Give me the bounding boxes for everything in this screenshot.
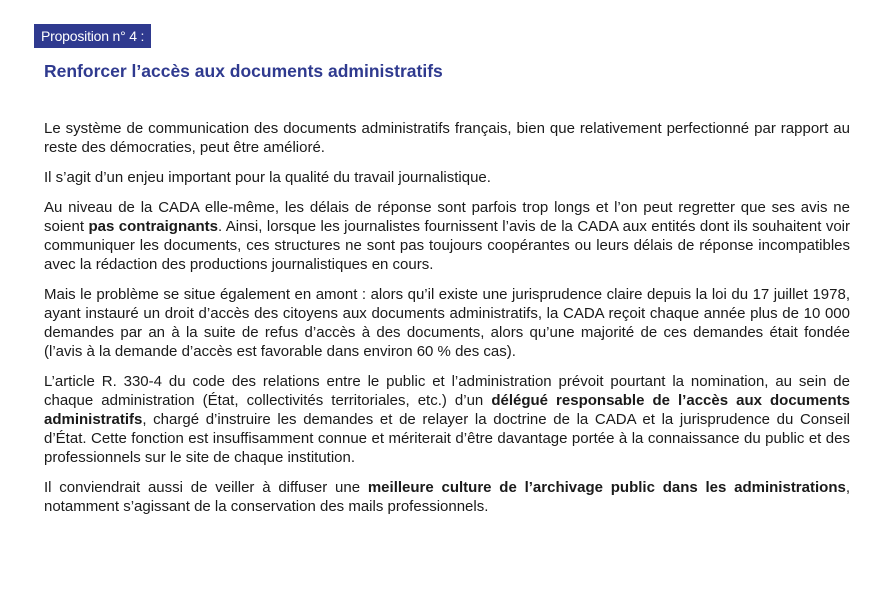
proposition-label: Proposition n° 4 :: [34, 24, 151, 48]
paragraph-3-emphasis: pas contraignants: [88, 218, 218, 235]
paragraph-6-text-a: Il conviendrait aussi de veiller à diffuser une: [44, 479, 368, 496]
paragraph-5-text-b: , chargé d’instruire les demandes et de relayer la doctrine de la CADA et la jurisprudence du Conseil d’État. Cette fonction est insuffisamment connue et mériterait d’être davantage portée à la connaissance du public et des professionnels sur le site de chaque institution.: [44, 411, 850, 466]
paragraph-6-text-b: , notamment s’agissant de la conservation des mails professionnels.: [44, 479, 850, 515]
paragraph-5: [44, 372, 850, 467]
paragraph-6-emphasis: meilleure culture de l’archivage public dans les administrations: [367, 479, 846, 496]
paragraph-3: [44, 198, 850, 274]
proposition-title: Renforcer l’accès aux documents administratifs: [44, 61, 443, 81]
paragraph-3-text-b: . Ainsi, lorsque les journalistes fournissent l’avis de la CADA aux entités dont ils souhaitent voir communiquer les documents, ces structures ne sont pas toujours coopérantes ou leurs délais de réponse incompatibles avec la rédaction des productions journalistiques en cours.: [44, 218, 850, 273]
paragraph-5-emphasis: délégué responsable de l’accès aux documents administratifs: [44, 392, 851, 428]
paragraph-6: [44, 478, 850, 516]
paragraph-3-text-a: Au niveau de la CADA elle-même, les délais de réponse sont parfois trop longs et l’on peut regretter que ses avis ne soient: [44, 199, 850, 235]
paragraph-2: Il s’agit d’un enjeu important pour la qualité du travail journalistique.: [44, 169, 491, 186]
paragraph-1: Le système de communication des documents administratifs français, bien que relativement perfectionné par rapport au reste des démocraties, peut être amélioré.: [44, 120, 850, 156]
paragraph-5-text-a: L’article R. 330-4 du code des relations entre le public et l’administration prévoit pourtant la nomination, au sein de chaque administration (État, collectivités territoriales, etc.) d’un: [44, 373, 850, 409]
body-text: [44, 119, 850, 527]
paragraph-4: Mais le problème se situe également en amont : alors qu’il existe une jurisprudence claire depuis la loi du 17 juillet 1978, ayant instauré un droit d’accès des citoyens aux documents administratifs, la CADA reçoit chaque année plus de 10 000 demandes par an à la suite de refus d’accès à des documents, alors qu’une majorité de ces demandes était fondée (l’avis à la demande d’accès est favorable dans environ 60 % des cas).: [44, 286, 850, 360]
